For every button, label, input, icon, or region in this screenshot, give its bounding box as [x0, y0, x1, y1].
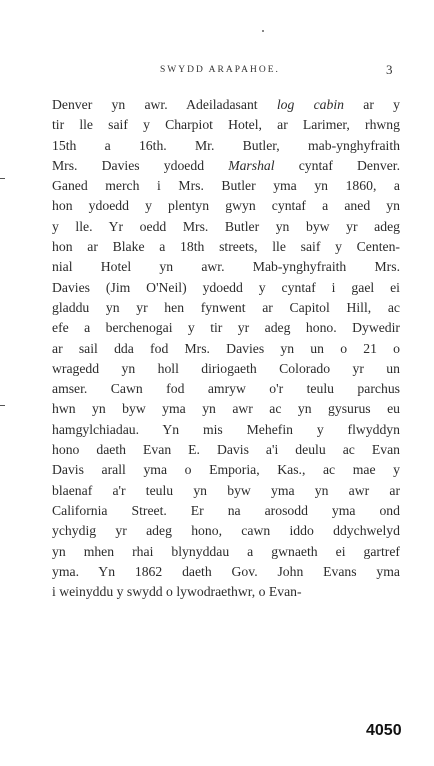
text-segment: hamgylchiadau. Yn mis Mehefin y flwyddyn: [52, 421, 400, 437]
text-line: [52, 196, 400, 216]
text-line: [52, 440, 400, 460]
text-line: [52, 521, 400, 541]
text-line: [52, 217, 400, 237]
text-segment: 15th a 16th. Mr. Butler, mab-ynghyfraith: [52, 137, 400, 153]
text-segment: Denver yn awr. Adeiladasant: [52, 97, 277, 112]
italic-phrase: log cabin: [276, 97, 345, 112]
text-line: [52, 257, 400, 277]
text-segment: yn mhen rhai blynyddau a gwnaeth ei gartref: [52, 543, 400, 559]
scan-number: 4050: [366, 722, 402, 739]
text-segment: California Street. Er na arosodd yma ond: [52, 502, 400, 518]
text-line: [52, 318, 400, 338]
text-segment: ar sail dda fod Mrs. Davies yn un o 21 o: [52, 340, 400, 356]
text-line: [52, 95, 400, 115]
text-segment: y lle. Yr oedd Mrs. Butler yn byw yr adeg: [52, 218, 400, 234]
text-line: [52, 115, 400, 135]
text-segment: cyntaf Denver.: [274, 157, 400, 173]
text-line: [52, 562, 400, 582]
text-segment: ychydig yr adeg hono, cawn iddo ddychwelyd: [52, 523, 400, 539]
text-line: [52, 136, 400, 156]
text-segment: hon ydoedd y plentyn gwyn cyntaf a aned yn: [52, 198, 400, 214]
text-segment: hono daeth Evan E. Davis a'i deulu ac Evan: [52, 442, 400, 458]
text-segment: blaenaf a'r teulu yn byw yma yn awr ar: [52, 482, 400, 498]
text-segment: Ganed merch i Mrs. Butler yma yn 1860, a: [52, 178, 400, 194]
text-segment: yma. Yn 1862 daeth Gov. John Evans yma: [52, 563, 400, 579]
text-line: [52, 542, 400, 562]
margin-mark: [0, 178, 5, 179]
text-line: [52, 501, 400, 521]
text-segment: hwn yn byw yma yn awr ac yn gysurus eu: [52, 401, 400, 417]
text-segment: Mrs. Davies ydoedd: [52, 157, 229, 173]
text-line: [52, 481, 400, 501]
text-segment: ar y: [344, 97, 400, 112]
margin-mark: [0, 405, 5, 406]
text-segment: efe a berchenogai y tir yr adeg hono. Dywedir: [52, 320, 400, 336]
text-line: [52, 298, 400, 318]
body-text: [52, 95, 400, 602]
running-head: SWYDD ARAPAHOE.: [160, 65, 280, 75]
text-segment: Davis arall yma o Emporia, Kas., ac mae y: [52, 462, 400, 478]
text-line: [52, 582, 400, 602]
text-line: [52, 237, 400, 257]
text-line: [52, 176, 400, 196]
text-segment: wragedd yn holl diriogaeth Colorado yr un: [52, 360, 400, 376]
text-line: [52, 339, 400, 359]
text-line: [52, 399, 400, 419]
text-segment: Davies (Jim O'Neil) ydoedd y cyntaf i gael ei: [52, 279, 400, 295]
text-line: [52, 156, 400, 176]
text-line: [52, 420, 400, 440]
text-segment: nial Hotel yn awr. Mab-ynghyfraith Mrs.: [52, 259, 400, 275]
text-line: [52, 278, 400, 298]
text-segment: tir lle saif y Charpiot Hotel, ar Larimer, rhwng: [52, 117, 400, 133]
text-line: [52, 379, 400, 399]
text-segment: i weinyddu y swydd o lywodraethwr, o Evan-: [52, 584, 302, 600]
italic-phrase: Marshal: [228, 157, 275, 173]
text-segment: hon ar Blake a 18th streets, lle saif y Centen-: [52, 239, 400, 255]
text-line: [52, 460, 400, 480]
text-segment: gladdu yn yr hen fynwent ar Capitol Hill, ac: [52, 299, 400, 315]
text-segment: amser. Cawn fod amryw o'r teulu parchus: [52, 381, 400, 397]
page-number: 3: [386, 62, 393, 77]
text-line: [52, 359, 400, 379]
print-speck: [262, 30, 264, 32]
